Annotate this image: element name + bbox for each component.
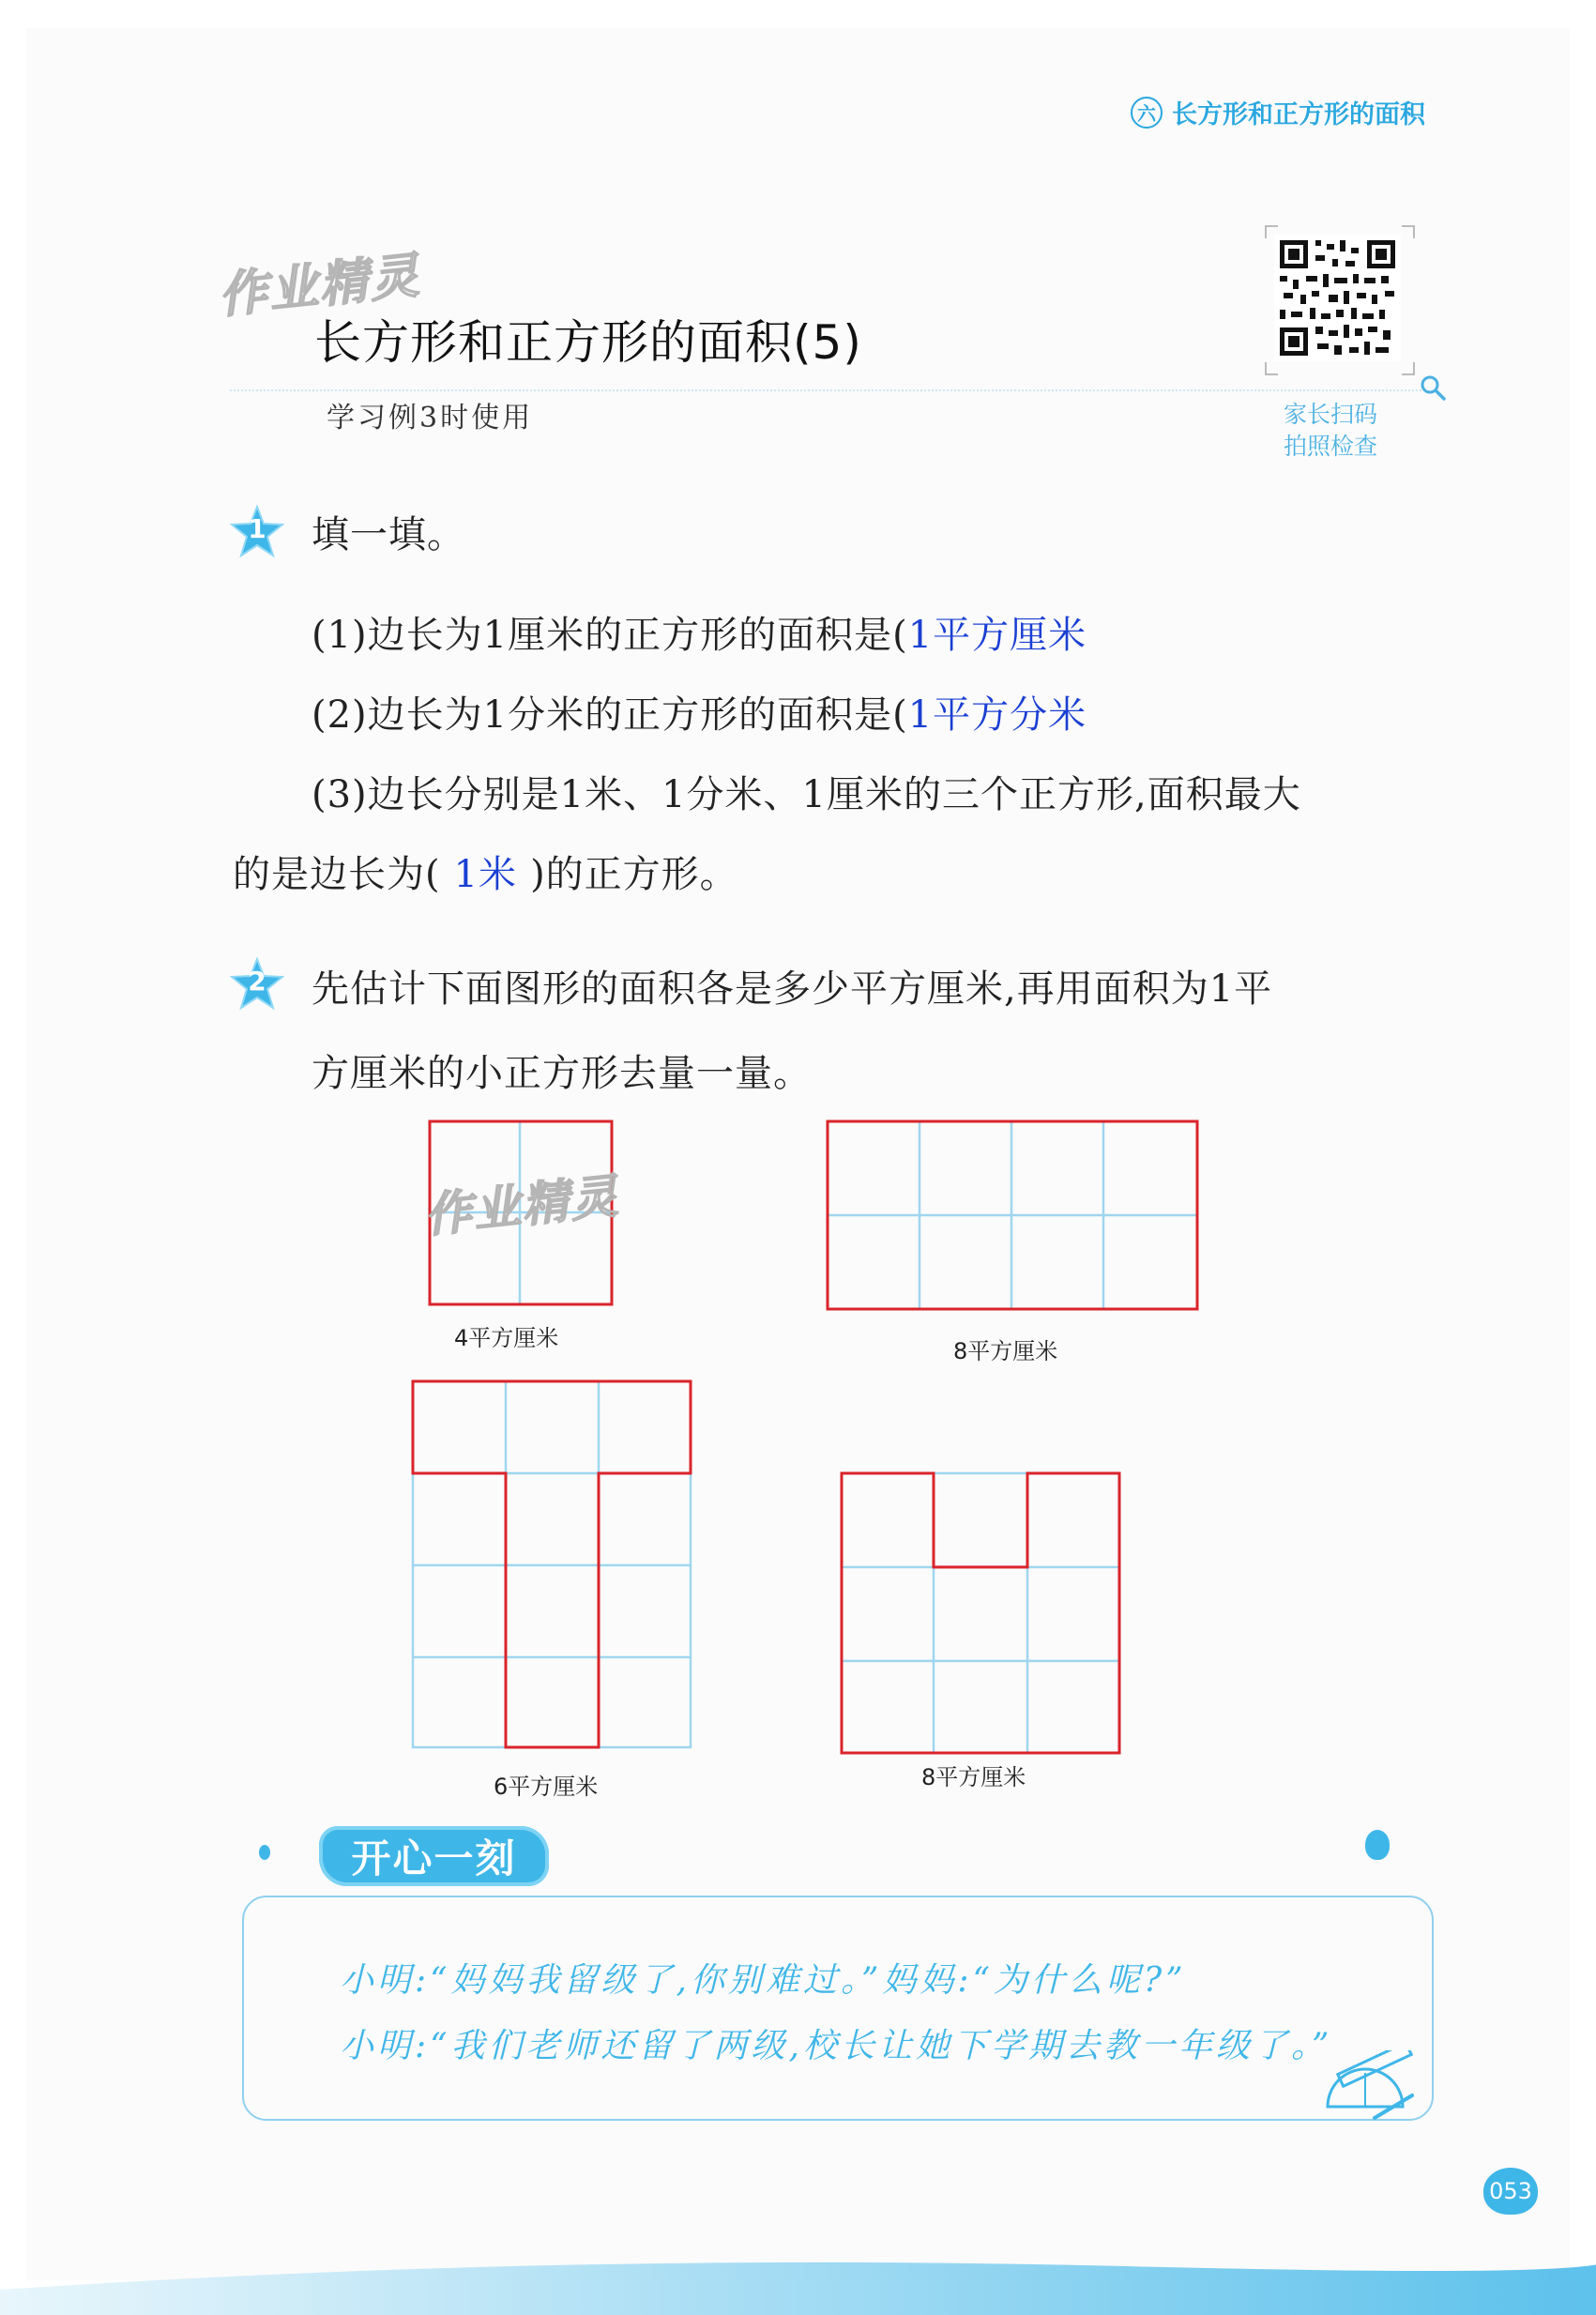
ruler-protractor-icon bbox=[1318, 2050, 1421, 2129]
figure-1-answer: 4平方厘米 bbox=[454, 1325, 559, 1351]
joke-line-2: 小明:“我们老师还留了两级,校长让她下学期去教一年级了。” bbox=[340, 2027, 1333, 2065]
figure-watermark: 作业精灵 bbox=[421, 1168, 622, 1243]
item-1-answer: 1平方厘米 bbox=[907, 614, 1087, 657]
figure-3-grid bbox=[413, 1381, 691, 1747]
footer-wave bbox=[0, 2233, 1596, 2315]
figure-2-grid bbox=[828, 1121, 1197, 1309]
chapter-title: 长方形和正方形的面积 bbox=[1172, 100, 1425, 129]
figure-2-answer: 8平方厘米 bbox=[953, 1338, 1058, 1364]
joke-line-1: 小明:“妈妈我留级了,你别难过。”妈妈:“为什么呢?” bbox=[340, 1961, 1187, 2000]
item-3-pre: 的是边长为( bbox=[233, 853, 441, 896]
item-2-text: (2)边长为1分米的正方形的面积是( bbox=[312, 693, 908, 737]
item-3-post: )的正方形。 bbox=[530, 853, 738, 896]
question-2-line2: 方厘米的小正方形去量一量。 bbox=[312, 1052, 812, 1095]
dot-decoration bbox=[259, 1845, 270, 1860]
figure-4-outline bbox=[842, 1473, 1119, 1753]
figure-3-answer: 6平方厘米 bbox=[494, 1774, 599, 1800]
page-number: 053 bbox=[1483, 2168, 1538, 2215]
question-1-number: 1 bbox=[248, 513, 266, 544]
scan-hint-line1: 家长扫码 bbox=[1284, 401, 1378, 428]
figure-4-grid bbox=[842, 1473, 1119, 1753]
lesson-subtitle: 学习例3时使用 bbox=[327, 402, 534, 434]
lesson-title: 长方形和正方形的面积(5) bbox=[314, 315, 862, 370]
happy-moment-tag: 开心一刻 bbox=[319, 1826, 549, 1886]
question-2-number: 2 bbox=[248, 966, 266, 997]
chapter-number: 六 bbox=[1131, 97, 1163, 129]
watermark: 作业精灵 bbox=[216, 247, 424, 326]
scan-hint-line2: 拍照检查 bbox=[1284, 433, 1378, 460]
question-1-heading: 填一填。 bbox=[312, 513, 465, 556]
item-2-answer: 1平方分米 bbox=[907, 693, 1087, 737]
item-3-answer: 1米 bbox=[453, 853, 518, 896]
question-2-line1: 先估计下面图形的面积各是多少平方厘米,再用面积为1平 bbox=[312, 967, 1273, 1011]
joke-box bbox=[242, 1896, 1434, 2121]
question-1-item-3-line1: (3)边长分别是1米、1分米、1厘米的三个正方形,面积最大 bbox=[312, 773, 1301, 816]
item-1-text: (1)边长为1厘米的正方形的面积是( bbox=[312, 614, 908, 657]
figure-4-answer: 8平方厘米 bbox=[921, 1764, 1026, 1790]
drop-decoration bbox=[1365, 1830, 1390, 1860]
